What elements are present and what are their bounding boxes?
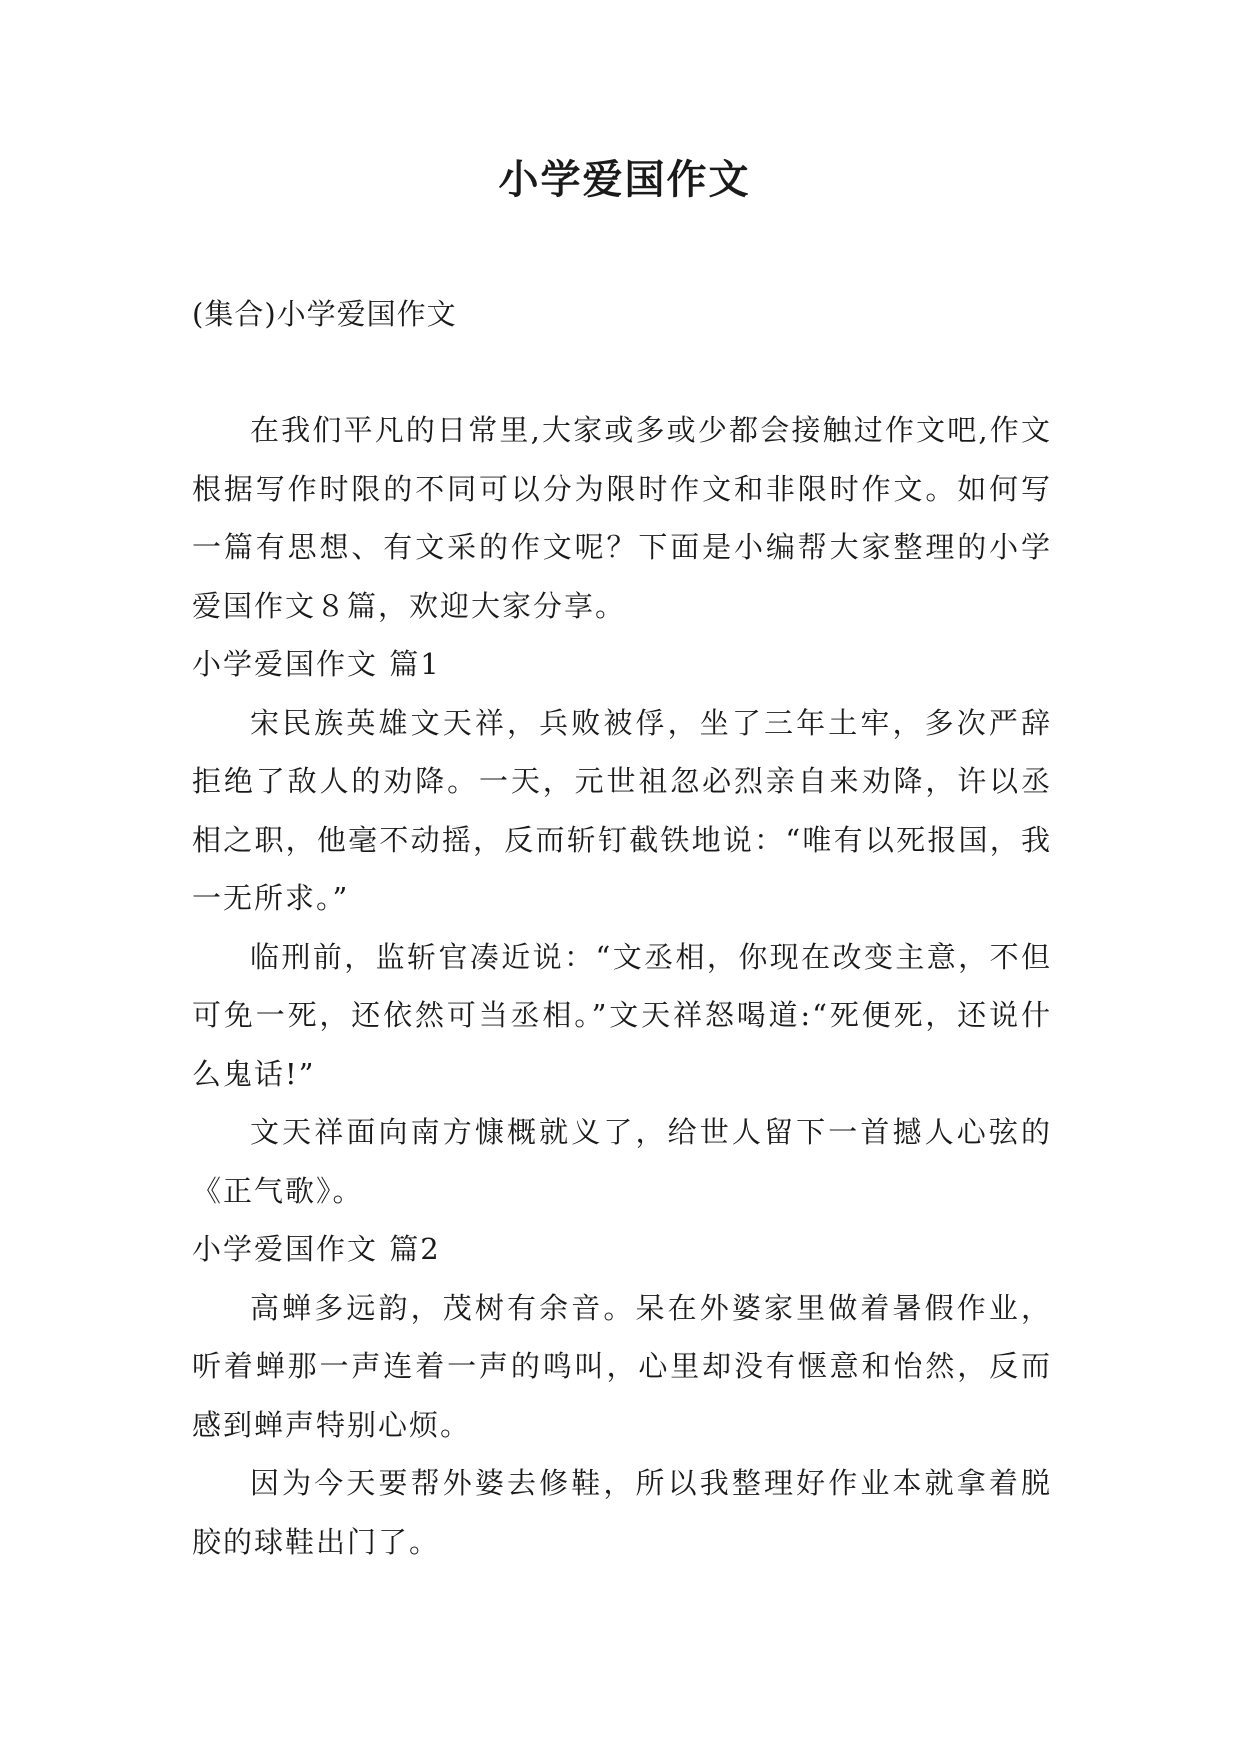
body-paragraph: 文天祥面向南方慷概就义了，给世人留下一首撼人心弦的《正气歌》。: [192, 1115, 1052, 1208]
document-body: [192, 401, 1052, 1571]
body-paragraph: 宋民族英雄文天祥，兵败被俘，坐了三年土牢，多次严辞拒绝了敌人的劝降。一天，元世祖忽必烈亲自来劝降，许以丞相之职，他毫不动摇，反而斩钉截铁地说：“唯有以死报国，我一无所求。”: [192, 705, 1052, 915]
body-paragraph: 临刑前，监斩官凑近说：“文丞相，你现在改变主意，不但可免一死，还依然可当丞相。”文天祥怒喝道:“死便死，还说什么鬼话!”: [192, 939, 1052, 1091]
body-paragraph: 因为今天要帮外婆去修鞋，所以我整理好作业本就拿着脱胶的球鞋出门了。: [192, 1466, 1052, 1559]
body-paragraph: 高蝉多远韵，茂树有余音。呆在外婆家里做着暑假作业，听着蝉那一声连着一声的鸣叫，心里却没有惬意和怡然，反而感到蝉声特别心烦。: [192, 1290, 1052, 1442]
intro-paragraph: 在我们平凡的日常里,大家或多或少都会接触过作文吧,作文根据写作时限的不同可以分为限时作文和非限时作文。如何写一篇有思想、有文采的作文呢？下面是小编帮大家整理的小学爱国作文８篇，欢迎大家分享。: [192, 413, 1052, 623]
document-title: 小学爱国作文: [498, 157, 751, 203]
document-subtitle: (集合)小学爱国作文: [192, 297, 457, 331]
section-heading-1: 小学爱国作文 篇1: [192, 647, 441, 681]
section-heading-2: 小学爱国作文 篇2: [192, 1232, 441, 1266]
